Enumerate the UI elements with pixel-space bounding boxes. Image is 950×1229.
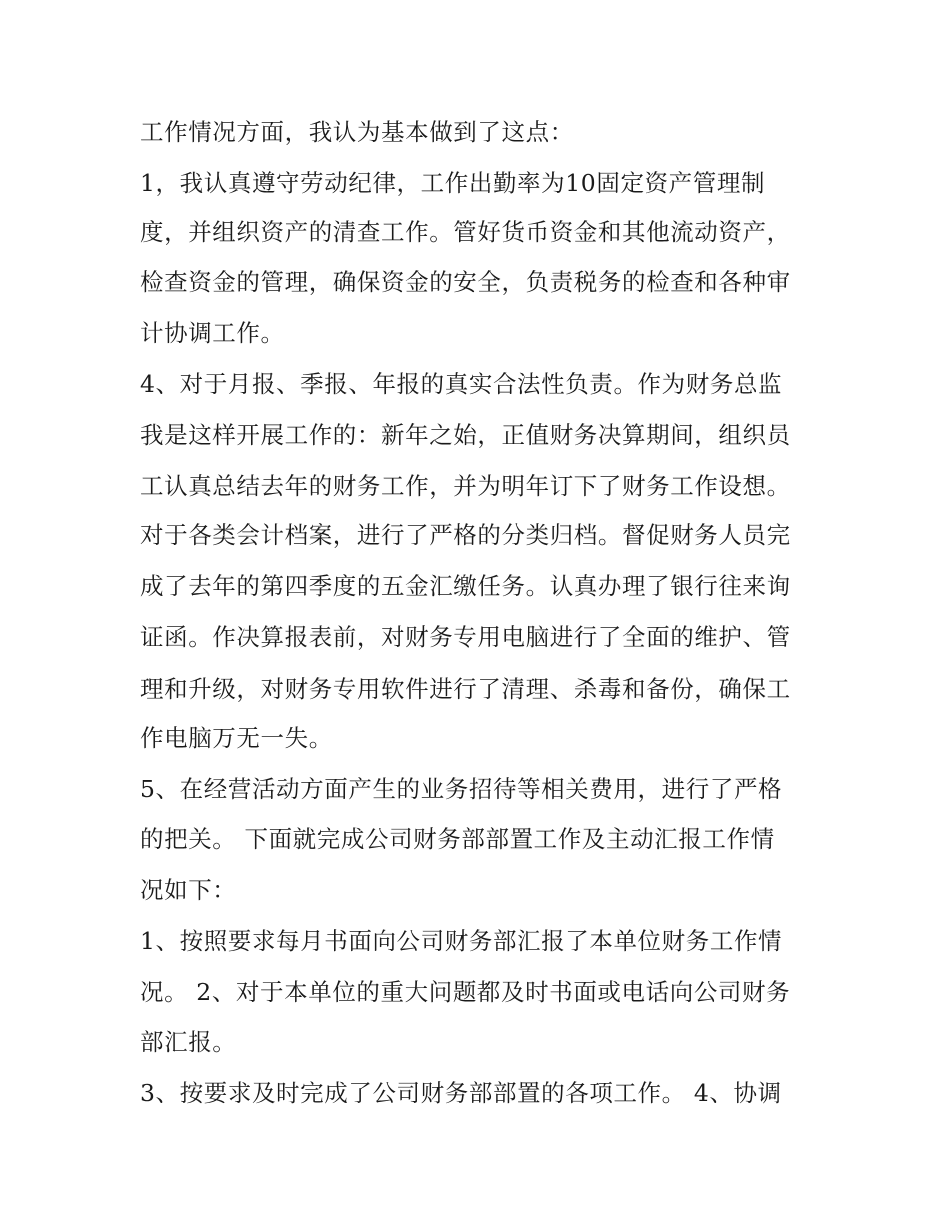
text-line: 对于各类会计档案，进行了严格的分类归档。督促财务人员完 [140,521,791,549]
text-line: 计协调工作。 [140,319,285,347]
text-line: 度，并组织资产的清查工作。管好货币资金和其他流动资产， [140,218,791,246]
text-line: 工作情况方面，我认为基本做到了这点： [140,118,574,146]
text-line: 我是这样开展工作的：新年之始，正值财务决算期间，组织员 [140,421,791,449]
text-line: 的把关。 下面就完成公司财务部部置工作及主动汇报工作情 [140,825,775,853]
text-line: 部汇报。 [140,1028,237,1056]
text-line: 况。 2、对于本单位的重大问题都及时书面或电话向公司财务 [140,978,791,1006]
text-line: 况如下： [140,876,237,904]
text-line: 5、在经营活动方面产生的业务招待等相关费用，进行了严格 [140,775,783,803]
text-line: 理和升级，对财务专用软件进行了清理、杀毒和备份，确保工 [140,675,791,703]
text-line: 工认真总结去年的财务工作，并为明年订下了财务工作设想。 [140,472,791,500]
text-line: 证函。作决算报表前，对财务专用电脑进行了全面的维护、管 [140,623,791,651]
text-line: 4、对于月报、季报、年报的真实合法性负责。作为财务总监 [140,370,783,398]
text-line: 1、按照要求每月书面向公司财务部汇报了本单位财务工作情 [140,927,783,955]
text-line: 3、按要求及时完成了公司财务部部置的各项工作。 4、协调 [140,1079,782,1107]
text-line: 成了去年的第四季度的五金汇缴任务。认真办理了银行往来询 [140,572,791,600]
text-line: 作电脑万无一失。 [140,724,333,752]
text-line: 1，我认真遵守劳动纪律，工作出勤率为10固定资产管理制 [140,169,766,197]
text-line: 检查资金的管理，确保资金的安全，负责税务的检查和各种审 [140,268,791,296]
